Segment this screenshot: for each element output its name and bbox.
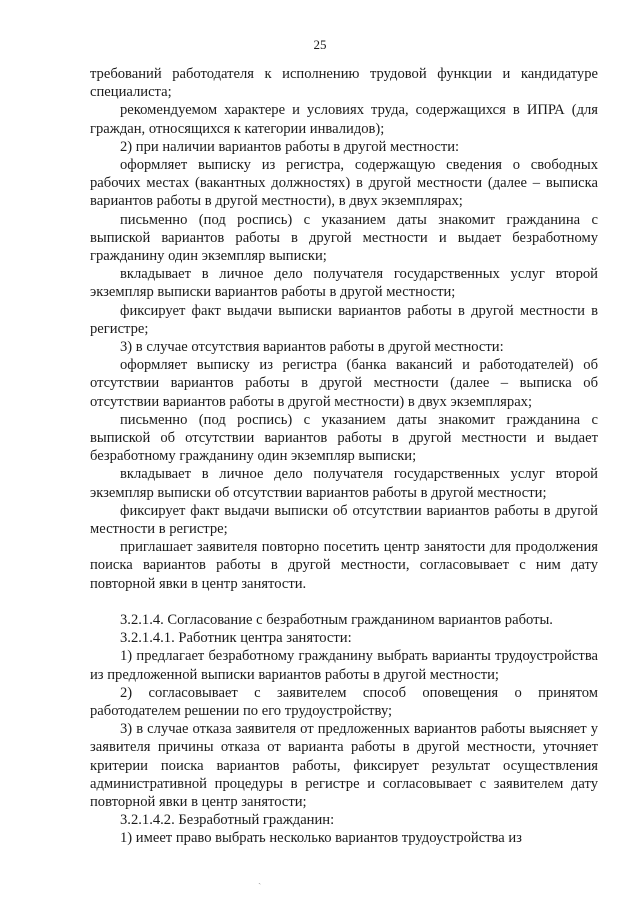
section-gap xyxy=(90,593,598,611)
subsection-heading: 3.2.1.4.1. Работник центра занятости: xyxy=(120,630,352,647)
paragraph: вкладывает в личное дело получателя государственных услуг второй экземпляр выписки вариантов работы в другой местности; xyxy=(90,266,598,301)
paragraph: 3) в случае отказа заявителя от предложенных вариантов работы выясняет у заявителя причины отказа от варианта работы в другой местности, уточняет критерии поиска вариантов работы, фиксирует результат осуществления административной процедуры в регистре и согласовывает с заявителем дату повторной явки в центр занятости; xyxy=(90,721,598,810)
list-item-heading: 3) в случае отсутствия вариантов работы в другой местности: xyxy=(120,339,504,356)
subsection-heading: 3.2.1.4.2. Безработный гражданин: xyxy=(120,812,335,829)
paragraph: оформляет выписку из регистра (банка вакансий и работодателей) об отсутствии вариантов работы в другой местности (далее – выписка об отсутствии вариантов работы в другой местности) в двух экземплярах; xyxy=(90,357,598,410)
document-body xyxy=(90,65,598,848)
paragraph: письменно (под роспись) с указанием даты знакомит гражданина с выпиской об отсутствии вариантов работы в другой местности и выдает безработному гражданину один экземпляр выписки; xyxy=(90,411,598,465)
paragraph: 1) имеет право выбрать несколько вариантов трудоустройства из xyxy=(120,830,522,847)
paragraph: фиксирует факт выдачи выписки вариантов работы в другой местности в регистре; xyxy=(90,302,598,337)
paragraph: оформляет выписку из регистра, содержащую сведения о свободных рабочих местах (вакантных должностях) в другой местности (далее – выписка вариантов работы в другой местности), в двух экземплярах; xyxy=(90,157,598,210)
list-item-heading: 2) при наличии вариантов работы в другой местности: xyxy=(120,138,460,155)
paragraph: 2) согласовывает с заявителем способ оповещения о принятом работодателем решении по его трудоустройству; xyxy=(90,684,598,719)
scan-speck: ˎ xyxy=(258,874,262,885)
paragraph: рекомендуемом характере и условиях труда, содержащихся в ИПРА (для граждан, относящихся к категории инвалидов); xyxy=(90,102,598,137)
paragraph: вкладывает в личное дело получателя государственных услуг второй экземпляр выписки об отсутствии вариантов работы в другой местности; xyxy=(90,466,598,501)
paragraph: фиксирует факт выдачи выписки об отсутствии вариантов работы в другой местности в регистре; xyxy=(90,502,598,538)
paragraph: письменно (под роспись) с указанием даты знакомит гражданина с выпиской вариантов работы в другой местности и выдает безработному гражданину один экземпляр выписки; xyxy=(90,211,598,265)
section-heading: 3.2.1.4. Согласование с безработным гражданином вариантов работы. xyxy=(120,611,553,628)
paragraph: приглашает заявителя повторно посетить центр занятости для продолжения поиска вариантов работы в другой местности, согласовывает с ним дату повторной явки в центр занятости. xyxy=(90,539,598,592)
paragraph: 1) предлагает безработному гражданину выбрать варианты трудоустройства из предложенной выписки вариантов работы в другой местности; xyxy=(90,648,598,683)
page-number: 25 xyxy=(313,37,327,52)
paragraph: требований работодателя к исполнению трудовой функции и кандидатуре специалиста; xyxy=(90,66,598,101)
